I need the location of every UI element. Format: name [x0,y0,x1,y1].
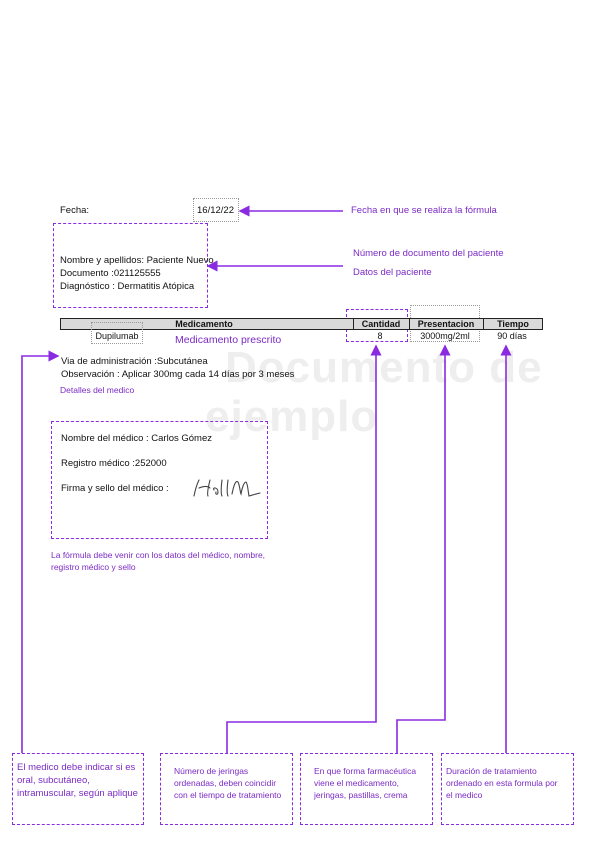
patient-document: Documento :021125555 [60,268,161,279]
annotation-date: Fecha en que se realiza la fórmula [351,205,497,216]
observation: Observación : Aplicar 300mg cada 14 días por 3 meses [61,369,295,380]
annotation-doctor-requirements: La fórmula debe venir con los datos del médico, nombre, registro médico y sello [51,550,266,572]
date-label: Fecha: [60,205,90,216]
cell-cantidad: 8 [377,331,383,341]
arrow-presentation [397,346,445,753]
watermark-line-2: ejemplo [205,392,379,441]
administration-route: Via de administración :Subcutánea [61,356,208,367]
header-cantidad: Cantidad [361,319,401,329]
header-presentacion: Presentacion [417,319,475,329]
arrow-quantity [227,346,376,753]
cell-presentacion: 3000mg/2ml [420,331,470,341]
annotation-quantity-note: Número de jeringas ordenadas, deben coincidir con el tiempo de tratamiento [174,766,282,800]
annotation-prescribed-drug: Medicamento prescrito [175,334,282,346]
arrow-route [22,356,58,753]
annotation-presentation-note: En que forma farmacéutica viene el medicamento, jeringas, pastillas, crema [314,766,417,800]
doctor-registry: Registro médico :252000 [61,458,167,469]
header-tiempo: Tiempo [497,319,529,329]
annotation-route-note: El medico debe indicar si es oral, subcutáneo, intramuscular, según aplique [17,762,138,799]
annotation-duration-note: Duración de tratamiento ordenado en esta formula por el medico [446,766,558,800]
signature-label: Firma y sello del médico : [61,483,169,494]
annotation-patient-data: Datos del paciente [353,267,432,278]
doctor-name: Nombre del médico : Carlos Gómez [61,433,212,444]
date-value: 16/12/22 [197,205,234,216]
watermark-line-1: Documento de [225,343,543,392]
annotation-document-number: Número de documento del paciente [353,248,504,259]
header-medicamento: Medicamento [175,319,233,329]
cell-tiempo: 90 días [497,331,527,341]
cell-medicamento: Dupilumab [95,331,139,341]
annotation-doctor-details: Detalles del medico [60,385,135,395]
patient-diagnosis: Diagnóstico : Dermatitis Atópica [60,281,195,292]
patient-name: Nombre y apellidos: Paciente Nuevo [60,255,214,266]
